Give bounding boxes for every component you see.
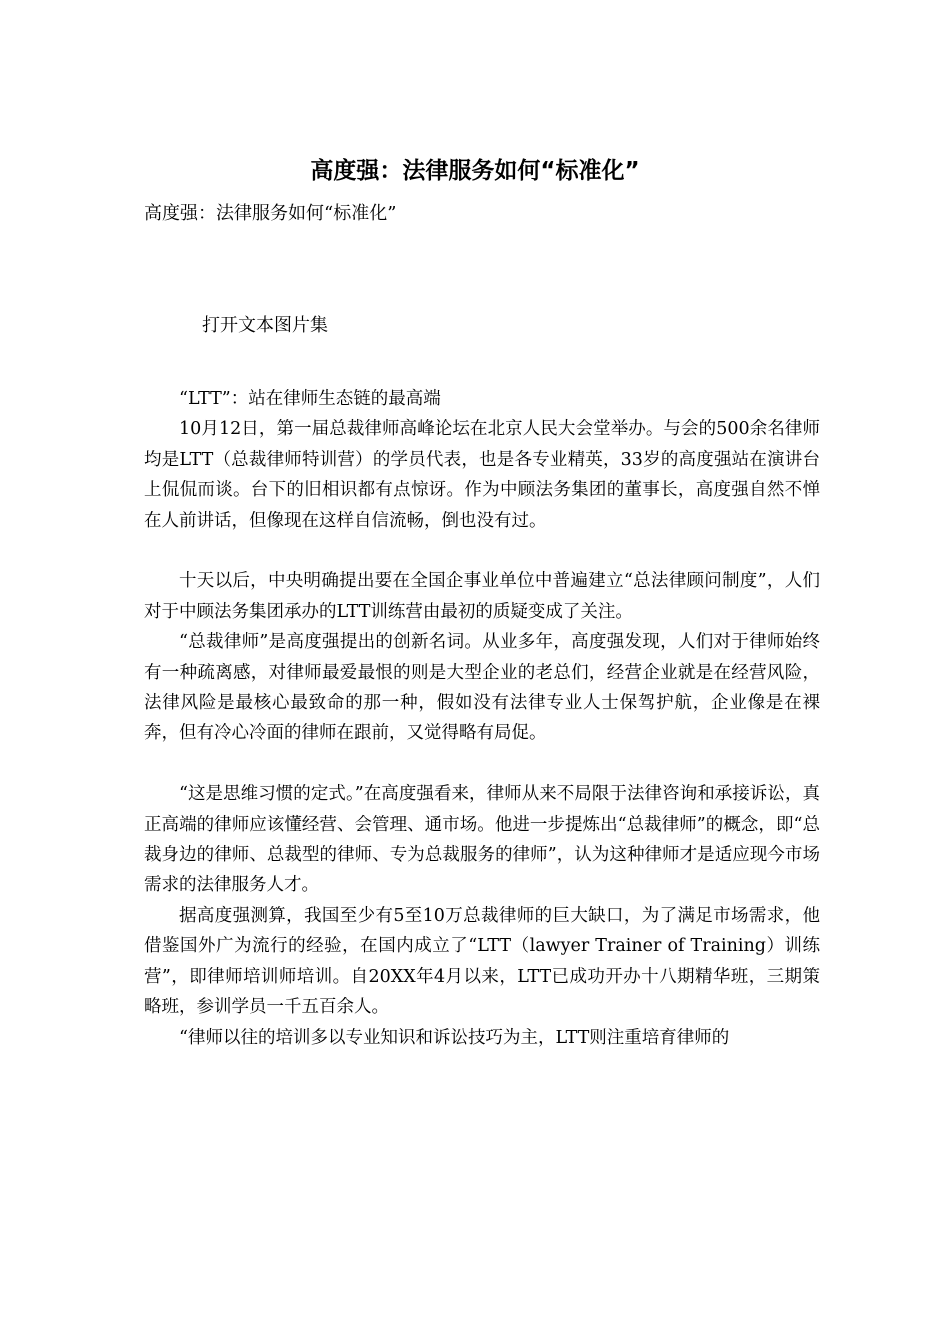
paragraph-5: 据高度强测算，我国至少有5至10万总裁律师的巨大缺口，为了满足市场需求，他借鉴国外广为流行的经验，在国内成立了“LTT（lawyer Trainer of Training）训练营”，即律师培训师培训。自20XX年4月以来，LTT已成功开办十八期精华班，三期策略班，参训学员一千五百余人。 [144,905,820,1018]
paragraph-3: “总裁律师”是高度强提出的创新名词。从业多年，高度强发现，人们对于律师始终有一种疏离感，对律师最爱最恨的则是大型企业的老总们，经营企业就是在经营风险，法律风险是最核心最致命的那一种，假如没有法律专业人士保驾护航，企业像是在裸奔，但有冷心冷面的律师在跟前，又觉得略有局促。 [144,632,820,744]
paragraph-6: “律师以往的培训多以专业知识和诉讼技巧为主，LTT则注重培育律师的 [179,1027,730,1048]
article-body [144,384,820,1053]
paragraph-2: 十天以后，中央明确提出要在全国企事业单位中普遍建立“总法律顾问制度”，人们对于中顾法务集团承办的LTT训练营由最初的质疑变成了关注。 [144,571,820,622]
document-subtitle: 高度强：法律服务如何“标准化” [144,203,397,224]
document-title: 高度强：法律服务如何“标准化” [310,158,640,184]
paragraph-4: “这是思维习惯的定式。”在高度强看来，律师从来不局限于法律咨询和承接诉讼，真正高端的律师应该懂经营、会管理、通市场。他进一步提炼出“总裁律师”的概念，即“总裁身边的律师、总裁型的律师、专为总裁服务的律师”，认为这种律师才是适应现今市场需求的法律服务人才。 [144,784,820,896]
paragraph-1: 10月12日，第一届总裁律师高峰论坛在北京人民大会堂举办。与会的500余名律师均是LTT（总裁律师特训营）的学员代表，也是各专业精英，33岁的高度强站在演讲台上侃侃而谈。台下的旧相识都有点惊讶。作为中顾法务集团的董事长，高度强自然不惮在人前讲话，但像现在这样自信流畅，倒也没有过。 [144,419,820,531]
section-heading: “LTT”：站在律师生态链的最高端 [179,389,441,409]
open-gallery-link[interactable]: 打开文本图片集 [202,315,328,336]
